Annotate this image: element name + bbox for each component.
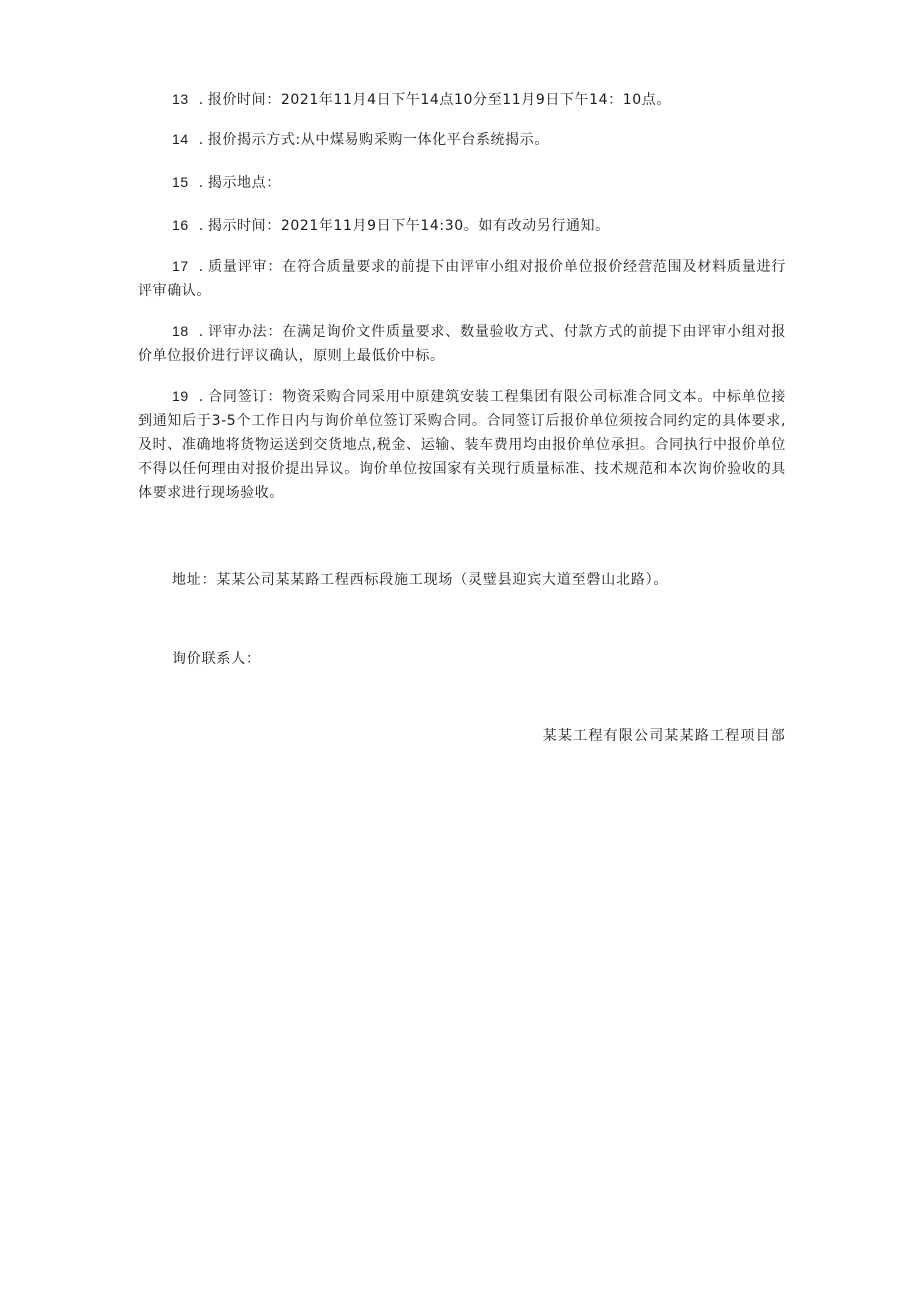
clause-number: 13	[172, 91, 189, 107]
clause-14	[138, 127, 786, 152]
clause-text: 合同签订：物资采购合同采用中原建筑安装工程集团有限公司标准合同文本。中标单位接到通知后于3-5个工作日内与询价单位签订采购合同。合同签订后报价单位须按合同约定的具体要求,及时、准确地将货物运送到交货地点,税金、运输、装车费用均由报价单位承担。合同执行中报价单位不得以任何理由对报价提出异议。询价单位按国家有关现行质量标准、技术规范和本次询价验收的具体要求进行现场验收。	[138, 389, 786, 501]
clause-text: 评审办法：在满足询价文件质量要求、数量验收方式、付款方式的前提下由评审小组对报价单位报价进行评议确认，原则上最低价中标。	[138, 324, 786, 364]
clause-17	[138, 254, 786, 303]
clause-text: 质量评审：在符合质量要求的前提下由评审小组对报价单位报价经营范围及材料质量进行评审确认。	[138, 259, 786, 299]
clause-separator: .	[198, 92, 204, 108]
clause-number: 17	[172, 258, 189, 274]
clause-text: 报价揭示方式:从中煤易购采购一体化平台系统揭示。	[207, 132, 549, 148]
clause-separator: .	[198, 175, 204, 191]
clause-15	[138, 170, 786, 195]
clause-text: 揭示地点：	[207, 175, 281, 191]
clause-separator: .	[198, 132, 204, 148]
clause-text: 揭示时间：2021年11月9日下午14:30。如有改动另行通知。	[207, 218, 610, 234]
address-line: 地址：某某公司某某路工程西标段施工现场（灵璧县迎宾大道至磬山北路）。	[172, 572, 669, 588]
clause-number: 14	[172, 131, 189, 147]
clause-number: 19	[172, 388, 189, 404]
issuer-signature: 某某工程有限公司某某路工程项目部	[542, 728, 786, 744]
clause-13	[138, 87, 786, 112]
clause-separator: .	[198, 389, 204, 405]
clause-number: 15	[172, 174, 189, 190]
clause-number: 18	[172, 323, 189, 339]
clause-16	[138, 213, 786, 238]
clause-text: 报价时间：2021年11月4日下午14点10分至11月9日下午14：10点。	[207, 92, 671, 108]
clause-number: 16	[172, 217, 189, 233]
clause-separator: .	[198, 259, 204, 275]
clause-separator: .	[198, 324, 204, 340]
contact-line: 询价联系人：	[172, 651, 261, 667]
clause-separator: .	[198, 218, 204, 234]
clause-18	[138, 319, 786, 368]
clause-19	[138, 384, 786, 505]
